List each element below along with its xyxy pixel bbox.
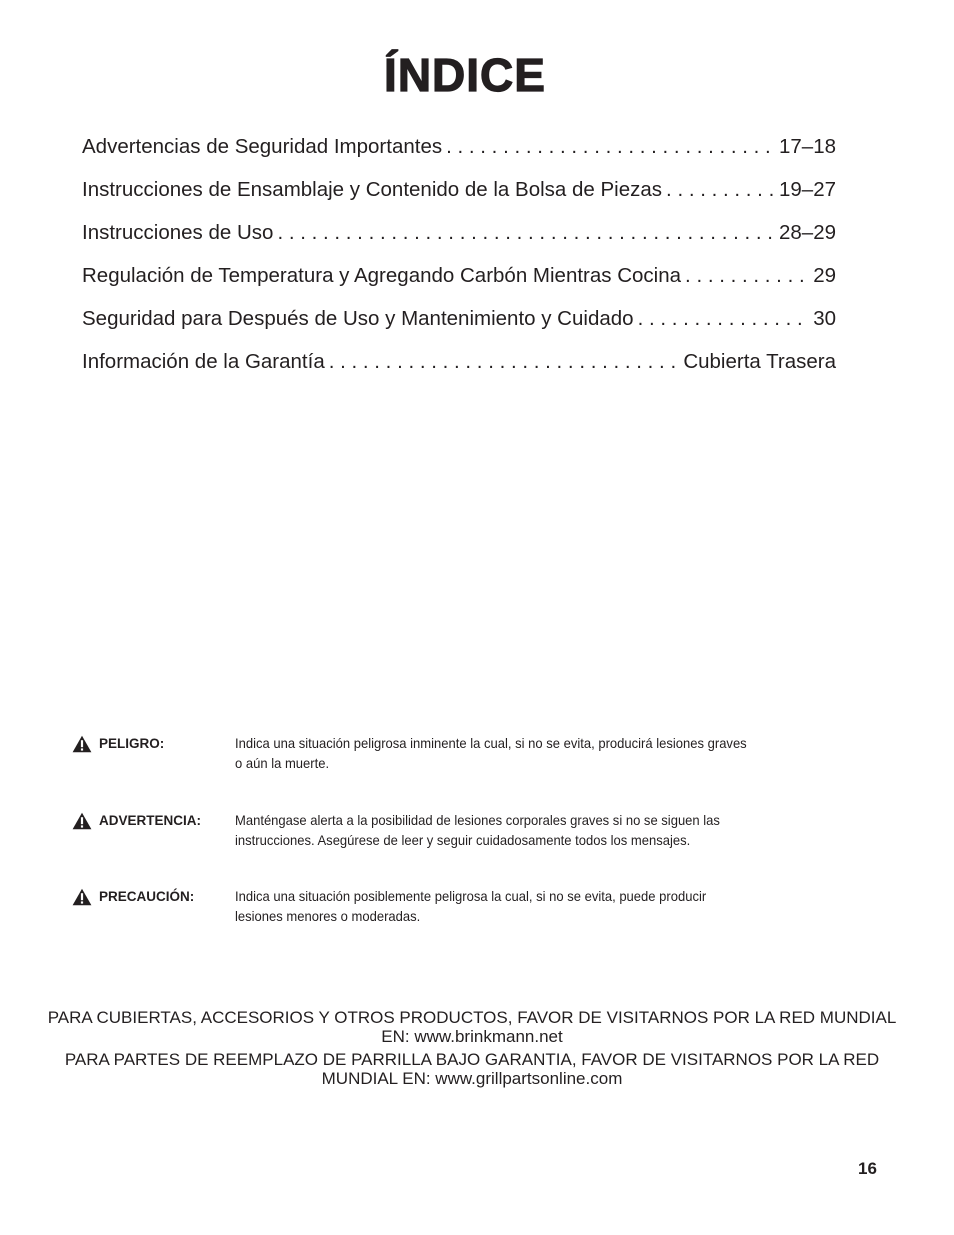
warning-description: Indica una situación peligrosa inminente la cual, si no se evita, producirá lesiones graves o aún la muerte.	[235, 735, 747, 771]
warning-triangle-icon	[72, 888, 92, 906]
warning-triangle-icon	[72, 812, 92, 830]
toc-entry-page: 29	[813, 264, 836, 287]
warning-term: ADVERTENCIA:	[99, 813, 202, 828]
warning-description: Indica una situación posiblemente peligrosa la cual, si no se evita, puede producir lesiones menores o moderadas.	[235, 888, 707, 924]
page-number: 16	[858, 1159, 877, 1178]
toc-entry-label: Advertencias de Seguridad Importantes	[82, 135, 443, 158]
toc-entry[interactable]	[82, 135, 836, 178]
toc-entry[interactable]	[82, 307, 836, 350]
toc-entry[interactable]	[82, 350, 836, 393]
toc-entry-page: 19–27	[778, 178, 836, 201]
footer-line-accessories: PARA CUBIERTAS, ACCESORIOS Y OTROS PRODUCTOS, FAVOR DE VISITARNOS POR LA RED MUNDIAL EN: www.brinkmann.net	[47, 1008, 897, 1046]
dot-leader	[666, 178, 775, 202]
toc-entry[interactable]	[82, 178, 836, 221]
toc-entry-page: 17–18	[778, 135, 836, 158]
toc-entry-label: Instrucciones de Uso	[82, 221, 274, 244]
toc-entry-label: Seguridad para Después de Uso y Mantenimiento y Cuidado	[82, 307, 634, 330]
page-title: ÍNDICE	[384, 49, 546, 101]
dot-leader	[685, 264, 809, 288]
footer-line-parts: PARA PARTES DE REEMPLAZO DE PARRILLA BAJO GARANTIA, FAVOR DE VISITARNOS POR LA RED MUNDIAL EN: www.grillpartsonline.com	[64, 1050, 880, 1088]
dot-leader	[329, 350, 680, 374]
toc-entry-label: Regulación de Temperatura y Agregando Carbón Mientras Cocina	[82, 264, 682, 287]
warning-triangle-icon	[72, 735, 92, 753]
toc-entry-page: 28–29	[778, 221, 836, 244]
dot-leader	[638, 307, 810, 331]
table-of-contents	[82, 135, 836, 393]
warning-description: Manténgase alerta a la posibilidad de lesiones corporales graves si no se siguen las instrucciones. Asegúrese de leer y seguir cuidadosamente todos los mensajes.	[235, 812, 720, 848]
footer-notice	[40, 1009, 904, 1093]
toc-entry-page: Cubierta Trasera	[683, 350, 836, 373]
dot-leader	[446, 135, 775, 159]
dot-leader	[277, 221, 775, 245]
toc-entry-label: Instrucciones de Ensamblaje y Contenido de la Bolsa de Piezas	[82, 178, 663, 201]
warning-term: PRECAUCIÓN:	[99, 889, 195, 904]
toc-entry[interactable]	[82, 264, 836, 307]
toc-entry-label: Información de la Garantía	[82, 350, 325, 373]
toc-entry-page: 30	[813, 307, 836, 330]
warning-term: PELIGRO:	[99, 736, 165, 751]
toc-entry[interactable]	[82, 221, 836, 264]
